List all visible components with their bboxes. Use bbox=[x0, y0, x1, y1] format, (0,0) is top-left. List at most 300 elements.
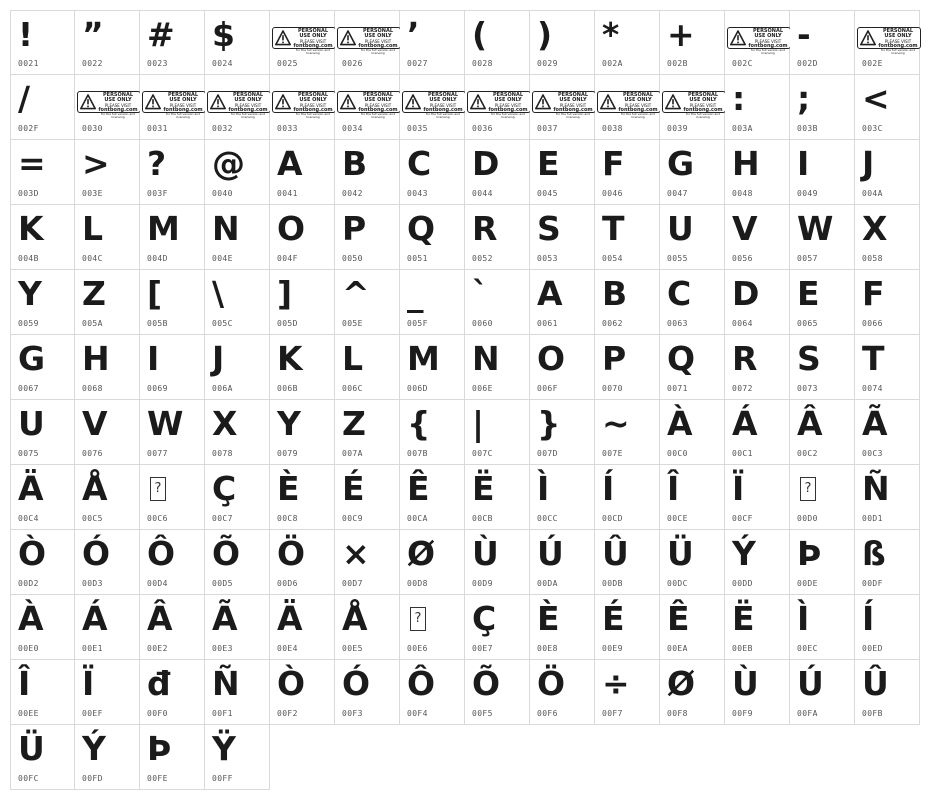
glyph-cell-0040 bbox=[205, 140, 270, 205]
glyph-cell-00c0 bbox=[660, 400, 725, 465]
glyph-code: 0063 bbox=[667, 319, 688, 328]
glyph-code: 00E0 bbox=[18, 644, 39, 653]
glyph-cell-00cb bbox=[465, 465, 530, 530]
glyph-code: 007C bbox=[472, 449, 493, 458]
glyph-preview: Ë bbox=[732, 599, 755, 638]
glyph-preview: Y bbox=[277, 404, 301, 443]
glyph-preview: P bbox=[602, 339, 627, 378]
glyph-preview: O bbox=[537, 339, 566, 378]
warning-icon bbox=[600, 94, 616, 110]
glyph-preview: Ó bbox=[342, 664, 371, 703]
glyph-code: 00CB bbox=[472, 514, 493, 523]
glyph-code: 00C2 bbox=[797, 449, 818, 458]
glyph-preview: < bbox=[862, 79, 890, 118]
glyph-cell-0051 bbox=[400, 205, 465, 270]
glyph-cell-0035 bbox=[400, 75, 465, 140]
glyph-code: 00FC bbox=[18, 774, 39, 783]
glyph-preview: Ó bbox=[82, 534, 111, 573]
glyph-cell-00ff bbox=[205, 725, 270, 790]
badge-line-2: PLEASE VISIT bbox=[169, 102, 197, 108]
glyph-cell-007b bbox=[400, 400, 465, 465]
glyph-code: 0041 bbox=[277, 189, 298, 198]
badge-line-3: fontbong.com bbox=[293, 106, 333, 113]
glyph-code: 0038 bbox=[602, 124, 623, 133]
glyph-code: 006C bbox=[342, 384, 363, 393]
badge-line-4: for the full version and licensing bbox=[100, 111, 136, 120]
glyph-preview: Ö bbox=[277, 534, 306, 573]
glyph-code: 00C3 bbox=[862, 449, 883, 458]
glyph-code: 007A bbox=[342, 449, 363, 458]
glyph-code: 00F0 bbox=[147, 709, 168, 718]
glyph-code: 0076 bbox=[82, 449, 103, 458]
personal-use-badge bbox=[532, 91, 596, 120]
glyph-preview: R bbox=[732, 339, 758, 378]
glyph-preview: Ô bbox=[407, 664, 436, 703]
warning-icon bbox=[275, 94, 291, 110]
glyph-cell-005c bbox=[205, 270, 270, 335]
glyph-preview: Â bbox=[147, 599, 173, 638]
glyph-cell-00d6 bbox=[270, 530, 335, 595]
glyph-cell-00e3 bbox=[205, 595, 270, 660]
glyph-preview: D bbox=[732, 274, 760, 313]
glyph-preview: Z bbox=[342, 404, 366, 443]
glyph-preview: L bbox=[342, 339, 364, 378]
glyph-cell-00dc bbox=[660, 530, 725, 595]
glyph-cell-0038 bbox=[595, 75, 660, 140]
personal-use-badge bbox=[727, 27, 791, 56]
glyph-cell-00dd bbox=[725, 530, 790, 595]
glyph-code: 00E2 bbox=[147, 644, 168, 653]
personal-use-badge bbox=[662, 91, 726, 120]
glyph-cell-00e1 bbox=[75, 595, 140, 660]
glyph-code: 00D9 bbox=[472, 579, 493, 588]
glyph-preview: U bbox=[18, 404, 45, 443]
badge-line-1: PERSONAL USE ONLY bbox=[687, 92, 719, 104]
glyph-cell-0022 bbox=[75, 10, 140, 75]
glyph-code: 00DF bbox=[862, 579, 883, 588]
glyph-code: 00CF bbox=[732, 514, 753, 523]
glyph-code: 0039 bbox=[667, 124, 688, 133]
glyph-code: 00E1 bbox=[82, 644, 103, 653]
glyph-preview: T bbox=[602, 209, 625, 248]
glyph-cell-00cf bbox=[725, 465, 790, 530]
glyph-preview: B bbox=[602, 274, 628, 313]
glyph-code: 00EF bbox=[82, 709, 103, 718]
glyph-code: 00F7 bbox=[602, 709, 623, 718]
badge-line-4: for the full version and licensing bbox=[360, 47, 396, 56]
badge-line-2: PLEASE VISIT bbox=[754, 38, 782, 44]
glyph-code: 00ED bbox=[862, 644, 883, 653]
glyph-code: 003F bbox=[147, 189, 168, 198]
glyph-cell-00d3 bbox=[75, 530, 140, 595]
glyph-cell-0073 bbox=[790, 335, 855, 400]
glyph-preview: Ö bbox=[537, 664, 566, 703]
badge-line-3: fontbong.com bbox=[293, 42, 333, 49]
glyph-preview: ; bbox=[797, 79, 811, 118]
glyph-cell-006c bbox=[335, 335, 400, 400]
glyph-cell-00da bbox=[530, 530, 595, 595]
glyph-code: 0036 bbox=[472, 124, 493, 133]
glyph-cell-004e bbox=[205, 205, 270, 270]
glyph-preview: / bbox=[18, 79, 31, 118]
glyph-code: 0070 bbox=[602, 384, 623, 393]
glyph-cell-00c6 bbox=[140, 465, 205, 530]
badge-line-1: PERSONAL USE ONLY bbox=[297, 28, 329, 40]
glyph-cell-00c3 bbox=[855, 400, 920, 465]
badge-line-2: PLEASE VISIT bbox=[689, 102, 717, 108]
glyph-code: 0069 bbox=[147, 384, 168, 393]
glyph-code: 0026 bbox=[342, 59, 363, 68]
glyph-cell-0054 bbox=[595, 205, 660, 270]
glyph-preview: H bbox=[82, 339, 110, 378]
glyph-preview: Ü bbox=[18, 729, 45, 768]
glyph-code: 0035 bbox=[407, 124, 428, 133]
glyph-code: 00F6 bbox=[537, 709, 558, 718]
glyph-cell-00e0 bbox=[10, 595, 75, 660]
glyph-preview: Ã bbox=[212, 599, 238, 638]
glyph-preview: I bbox=[797, 144, 810, 183]
glyph-preview: | bbox=[472, 404, 485, 443]
glyph-preview: É bbox=[342, 469, 365, 508]
glyph-code: 00F2 bbox=[277, 709, 298, 718]
glyph-code: 005D bbox=[277, 319, 298, 328]
glyph-preview: Ñ bbox=[862, 469, 890, 508]
glyph-code: 0032 bbox=[212, 124, 233, 133]
glyph-cell-0069 bbox=[140, 335, 205, 400]
glyph-cell-0055 bbox=[660, 205, 725, 270]
glyph-code: 004B bbox=[18, 254, 39, 263]
badge-line-4: for the full version and licensing bbox=[230, 111, 266, 120]
glyph-code: 00CE bbox=[667, 514, 688, 523]
glyph-preview: Ã bbox=[862, 404, 888, 443]
badge-line-1: PERSONAL USE ONLY bbox=[622, 92, 654, 104]
glyph-cell-003b bbox=[790, 75, 855, 140]
glyph-preview: × bbox=[342, 534, 370, 573]
glyph-cell-0030 bbox=[75, 75, 140, 140]
glyph-code: 004E bbox=[212, 254, 233, 263]
glyph-cell-002d bbox=[790, 10, 855, 75]
glyph-code: 00F9 bbox=[732, 709, 753, 718]
glyph-preview: Ï bbox=[82, 664, 95, 703]
glyph-preview: D bbox=[472, 144, 500, 183]
glyph-code: 00EA bbox=[667, 644, 688, 653]
warning-icon bbox=[535, 94, 551, 110]
glyph-cell-00e6 bbox=[400, 595, 465, 660]
glyph-preview: ~ bbox=[602, 404, 630, 443]
glyph-preview: C bbox=[667, 274, 692, 313]
glyph-preview: W bbox=[147, 404, 184, 443]
warning-icon bbox=[860, 30, 876, 46]
glyph-cell-00d2 bbox=[10, 530, 75, 595]
glyph-code: 0073 bbox=[797, 384, 818, 393]
glyph-cell-0066 bbox=[855, 270, 920, 335]
glyph-cell-005b bbox=[140, 270, 205, 335]
glyph-code: 005E bbox=[342, 319, 363, 328]
personal-use-badge bbox=[142, 91, 206, 120]
glyph-cell-0032 bbox=[205, 75, 270, 140]
glyph-cell-0061 bbox=[530, 270, 595, 335]
glyph-preview: Î bbox=[18, 664, 31, 703]
glyph-code: 00E5 bbox=[342, 644, 363, 653]
glyph-preview: S bbox=[537, 209, 561, 248]
glyph-cell-002b bbox=[660, 10, 725, 75]
badge-line-2: PLEASE VISIT bbox=[624, 102, 652, 108]
badge-line-3: fontbong.com bbox=[488, 106, 528, 113]
warning-icon bbox=[210, 94, 226, 110]
glyph-code: 00DE bbox=[797, 579, 818, 588]
badge-line-1: PERSONAL USE ONLY bbox=[297, 92, 329, 104]
glyph-code: 003C bbox=[862, 124, 883, 133]
glyph-preview: M bbox=[407, 339, 440, 378]
glyph-preview: L bbox=[82, 209, 104, 248]
glyph-code: 0058 bbox=[862, 254, 883, 263]
glyph-preview: Í bbox=[602, 469, 615, 508]
glyph-preview: Å bbox=[342, 599, 368, 638]
glyph-code: 00D5 bbox=[212, 579, 233, 588]
glyph-preview: Õ bbox=[212, 534, 241, 573]
glyph-cell-002f bbox=[10, 75, 75, 140]
glyph-preview: J bbox=[212, 339, 225, 378]
badge-line-1: PERSONAL USE ONLY bbox=[167, 92, 199, 104]
badge-line-1: PERSONAL USE ONLY bbox=[752, 28, 784, 40]
glyph-code: 0066 bbox=[862, 319, 883, 328]
glyph-cell-0025 bbox=[270, 10, 335, 75]
glyph-preview: [ bbox=[147, 274, 163, 313]
glyph-code: 0050 bbox=[342, 254, 363, 263]
glyph-preview: Í bbox=[862, 599, 875, 638]
glyph-preview: : bbox=[732, 79, 746, 118]
glyph-cell-007c bbox=[465, 400, 530, 465]
warning-icon bbox=[145, 94, 161, 110]
glyph-cell-0062 bbox=[595, 270, 660, 335]
glyph-code: 00FF bbox=[212, 774, 233, 783]
glyph-cell-0058 bbox=[855, 205, 920, 270]
glyph-preview: Ê bbox=[667, 599, 690, 638]
glyph-code: 006E bbox=[472, 384, 493, 393]
badge-line-3: fontbong.com bbox=[553, 106, 593, 113]
glyph-cell-00ea bbox=[660, 595, 725, 660]
glyph-cell-0027 bbox=[400, 10, 465, 75]
missing-glyph-mark: ? bbox=[804, 481, 812, 496]
glyph-cell-0024 bbox=[205, 10, 270, 75]
glyph-cell-0064 bbox=[725, 270, 790, 335]
glyph-code: 00D3 bbox=[82, 579, 103, 588]
glyph-preview: Ý bbox=[82, 729, 106, 768]
glyph-cell-005e bbox=[335, 270, 400, 335]
glyph-cell-0042 bbox=[335, 140, 400, 205]
glyph-preview: K bbox=[277, 339, 303, 378]
glyph-code: 00C7 bbox=[212, 514, 233, 523]
glyph-code: 00F4 bbox=[407, 709, 428, 718]
glyph-cell-0068 bbox=[75, 335, 140, 400]
glyph-preview: Þ bbox=[797, 534, 822, 573]
glyph-cell-0067 bbox=[10, 335, 75, 400]
glyph-cell-00d1 bbox=[855, 465, 920, 530]
glyph-preview: Ø bbox=[407, 534, 436, 573]
glyph-code: 00D6 bbox=[277, 579, 298, 588]
warning-icon bbox=[340, 94, 356, 110]
glyph-cell-00d5 bbox=[205, 530, 270, 595]
glyph-cell-0056 bbox=[725, 205, 790, 270]
glyph-code: 0068 bbox=[82, 384, 103, 393]
glyph-preview: E bbox=[537, 144, 560, 183]
glyph-preview: Ÿ bbox=[212, 729, 236, 768]
glyph-cell-0034 bbox=[335, 75, 400, 140]
glyph-cell-0077 bbox=[140, 400, 205, 465]
glyph-code: 0064 bbox=[732, 319, 753, 328]
glyph-code: 004D bbox=[147, 254, 168, 263]
glyph-cell-00e8 bbox=[530, 595, 595, 660]
glyph-preview: È bbox=[537, 599, 560, 638]
badge-line-4: for the full version and licensing bbox=[295, 47, 331, 56]
glyph-preview: { bbox=[407, 404, 431, 443]
glyph-code: 002E bbox=[862, 59, 883, 68]
glyph-code: 00EB bbox=[732, 644, 753, 653]
glyph-code: 00DC bbox=[667, 579, 688, 588]
glyph-code: 004F bbox=[277, 254, 298, 263]
personal-use-badge bbox=[402, 91, 466, 120]
glyph-preview: U bbox=[667, 209, 694, 248]
glyph-cell-004d bbox=[140, 205, 205, 270]
glyph-preview: Þ bbox=[147, 729, 172, 768]
badge-line-2: PLEASE VISIT bbox=[234, 102, 262, 108]
glyph-preview: H bbox=[732, 144, 760, 183]
warning-icon bbox=[80, 94, 96, 110]
glyph-preview: > bbox=[82, 144, 110, 183]
glyph-preview: N bbox=[212, 209, 240, 248]
missing-glyph-icon bbox=[150, 477, 166, 501]
glyph-code: 00D1 bbox=[862, 514, 883, 523]
glyph-preview: Ú bbox=[537, 534, 564, 573]
glyph-cell-0063 bbox=[660, 270, 725, 335]
glyph-cell-00cd bbox=[595, 465, 660, 530]
badge-line-2: PLEASE VISIT bbox=[299, 38, 327, 44]
glyph-code: 00FD bbox=[82, 774, 103, 783]
glyph-cell-00f1 bbox=[205, 660, 270, 725]
glyph-code: 00F1 bbox=[212, 709, 233, 718]
missing-glyph-mark: ? bbox=[414, 611, 422, 626]
glyph-code: 004C bbox=[82, 254, 103, 263]
badge-line-4: for the full version and licensing bbox=[165, 111, 201, 120]
glyph-cell-007e bbox=[595, 400, 660, 465]
glyph-cell-00f8 bbox=[660, 660, 725, 725]
glyph-preview: ! bbox=[18, 15, 34, 54]
glyph-cell-00c2 bbox=[790, 400, 855, 465]
glyph-cell-00c5 bbox=[75, 465, 140, 530]
glyph-code: 003A bbox=[732, 124, 753, 133]
glyph-cell-0033 bbox=[270, 75, 335, 140]
glyph-cell-004a bbox=[855, 140, 920, 205]
glyph-code: 00EE bbox=[18, 709, 39, 718]
glyph-cell-0044 bbox=[465, 140, 530, 205]
glyph-preview: À bbox=[667, 404, 693, 443]
glyph-preview: F bbox=[602, 144, 625, 183]
personal-use-badge bbox=[337, 91, 401, 120]
glyph-cell-00d9 bbox=[465, 530, 530, 595]
glyph-grid bbox=[10, 10, 920, 790]
glyph-preview: Â bbox=[797, 404, 823, 443]
glyph-preview: Ù bbox=[472, 534, 499, 573]
warning-icon bbox=[405, 94, 421, 110]
glyph-preview: Q bbox=[667, 339, 696, 378]
glyph-cell-00f7 bbox=[595, 660, 660, 725]
glyph-preview: Ê bbox=[407, 469, 430, 508]
glyph-code: 00F5 bbox=[472, 709, 493, 718]
glyph-cell-006e bbox=[465, 335, 530, 400]
badge-line-2: PLEASE VISIT bbox=[104, 102, 132, 108]
glyph-preview: ” bbox=[82, 15, 104, 54]
glyph-code: 00CC bbox=[537, 514, 558, 523]
badge-line-4: for the full version and licensing bbox=[490, 111, 526, 120]
glyph-cell-00c8 bbox=[270, 465, 335, 530]
glyph-cell-004f bbox=[270, 205, 335, 270]
badge-line-3: fontbong.com bbox=[358, 106, 398, 113]
glyph-cell-0023 bbox=[140, 10, 205, 75]
glyph-preview: B bbox=[342, 144, 368, 183]
glyph-cell-00e2 bbox=[140, 595, 205, 660]
glyph-cell-00e9 bbox=[595, 595, 660, 660]
glyph-cell-00df bbox=[855, 530, 920, 595]
glyph-code: 005F bbox=[407, 319, 428, 328]
glyph-code: 0060 bbox=[472, 319, 493, 328]
personal-use-badge bbox=[857, 27, 921, 56]
glyph-preview: Ì bbox=[537, 469, 550, 508]
glyph-preview: A bbox=[277, 144, 303, 183]
glyph-preview: Ä bbox=[277, 599, 303, 638]
glyph-code: 0065 bbox=[797, 319, 818, 328]
glyph-cell-0049 bbox=[790, 140, 855, 205]
glyph-cell-00c1 bbox=[725, 400, 790, 465]
glyph-preview: A bbox=[537, 274, 563, 313]
glyph-cell-00f4 bbox=[400, 660, 465, 725]
glyph-cell-0065 bbox=[790, 270, 855, 335]
glyph-preview: R bbox=[472, 209, 498, 248]
missing-glyph-icon bbox=[410, 607, 426, 631]
glyph-code: 0023 bbox=[147, 59, 168, 68]
glyph-preview: Ò bbox=[18, 534, 47, 573]
personal-use-badge bbox=[272, 27, 336, 56]
badge-line-4: for the full version and licensing bbox=[880, 47, 916, 56]
glyph-cell-00d4 bbox=[140, 530, 205, 595]
badge-line-3: fontbong.com bbox=[163, 106, 203, 113]
glyph-preview: Ë bbox=[472, 469, 495, 508]
glyph-code: 0057 bbox=[797, 254, 818, 263]
glyph-cell-002c bbox=[725, 10, 790, 75]
glyph-cell-0043 bbox=[400, 140, 465, 205]
glyph-code: 00C8 bbox=[277, 514, 298, 523]
glyph-cell-00db bbox=[595, 530, 660, 595]
glyph-cell-00d7 bbox=[335, 530, 400, 595]
glyph-preview: ß bbox=[862, 534, 886, 573]
glyph-code: 0075 bbox=[18, 449, 39, 458]
glyph-cell-00fd bbox=[75, 725, 140, 790]
glyph-cell-007d bbox=[530, 400, 595, 465]
glyph-preview: M bbox=[147, 209, 180, 248]
glyph-code: 00D7 bbox=[342, 579, 363, 588]
glyph-code: 006B bbox=[277, 384, 298, 393]
glyph-code: 00DA bbox=[537, 579, 558, 588]
badge-line-2: PLEASE VISIT bbox=[429, 102, 457, 108]
glyph-code: 00E8 bbox=[537, 644, 558, 653]
glyph-cell-004c bbox=[75, 205, 140, 270]
glyph-cell-0050 bbox=[335, 205, 400, 270]
glyph-cell-0060 bbox=[465, 270, 530, 335]
glyph-preview: V bbox=[82, 404, 108, 443]
glyph-preview: G bbox=[18, 339, 46, 378]
glyph-code: 0040 bbox=[212, 189, 233, 198]
badge-line-1: PERSONAL USE ONLY bbox=[362, 92, 394, 104]
badge-line-3: fontbong.com bbox=[618, 106, 658, 113]
